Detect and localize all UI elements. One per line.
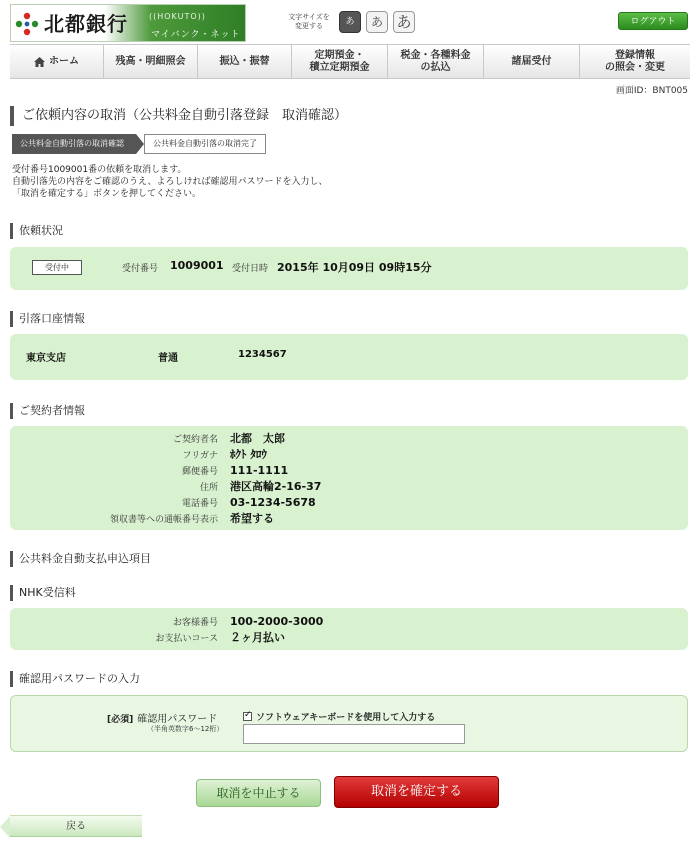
password-input[interactable] bbox=[243, 724, 465, 744]
font-size-label-line2: 変更する bbox=[295, 22, 323, 30]
password-hint: （半角英数字6～12桁） bbox=[147, 725, 224, 733]
nav-item-registration[interactable] bbox=[580, 45, 690, 78]
intro-line: 自動引落先の内容をご確認のうえ、よろしければ確認用パスワードを入力し、 bbox=[12, 177, 328, 187]
contractor-value: 111-1111 bbox=[230, 463, 289, 477]
nav-item-balance[interactable] bbox=[104, 45, 198, 78]
nav-item-label: 積立定期預金 bbox=[309, 61, 370, 73]
software-keyboard-label: ソフトウェアキーボードを使用して入力する bbox=[256, 713, 436, 723]
contractor-value: 希望する bbox=[230, 512, 274, 525]
font-size-large-button[interactable]: あ bbox=[393, 11, 415, 33]
global-nav bbox=[10, 44, 690, 79]
nav-item-time-deposit[interactable] bbox=[292, 45, 388, 78]
bank-roman-name: ((HOKUTO)) bbox=[149, 12, 206, 21]
intro-line: 「取消を確定する」ボタンを押してください。 bbox=[12, 189, 202, 199]
font-size-label-line1: 文字サイズを bbox=[288, 13, 330, 21]
contractor-label: 領収書等への通帳番号表示 bbox=[109, 514, 218, 525]
back-button[interactable]: 戻る bbox=[10, 815, 142, 837]
step-indicator bbox=[12, 134, 266, 154]
account-section-heading: 引落口座情報 bbox=[10, 311, 85, 327]
contractor-row bbox=[10, 510, 688, 526]
receipt-date-label: 受付日時 bbox=[232, 264, 269, 274]
contractor-value: 北都 太郎 bbox=[230, 432, 285, 445]
application-value: ２ヶ月払い bbox=[230, 631, 285, 644]
nav-item-home[interactable] bbox=[10, 45, 104, 78]
application-label: お客様番号 bbox=[172, 617, 218, 628]
font-size-medium-button[interactable]: あ bbox=[366, 11, 388, 33]
application-section-heading: 公共料金自動支払申込項目 bbox=[10, 551, 151, 567]
contractor-value: 港区高輪2-16-37 bbox=[230, 480, 322, 493]
contractor-label: フリガナ bbox=[182, 450, 218, 461]
contractor-value: 03-1234-5678 bbox=[230, 495, 316, 509]
status-panel bbox=[10, 247, 688, 290]
receipt-date-value: 2015年 10月09日 09時15分 bbox=[277, 261, 432, 274]
application-rows bbox=[10, 613, 688, 645]
contractor-row bbox=[10, 494, 688, 510]
application-value: 100-2000-3000 bbox=[230, 614, 324, 628]
service-name: マイバンク・ネット bbox=[151, 30, 241, 40]
intro-line: 受付番号1009001番の依頼を取消します。 bbox=[12, 165, 187, 175]
receipt-number-value: 1009001 bbox=[170, 259, 224, 272]
step-next: 公共料金自動引落の取消完了 bbox=[144, 134, 266, 154]
home-icon bbox=[34, 57, 45, 67]
status-section-heading: 依頼状況 bbox=[10, 223, 63, 239]
header bbox=[0, 0, 700, 44]
contractor-row bbox=[10, 462, 688, 478]
receipt-number-label: 受付番号 bbox=[122, 264, 159, 274]
password-panel bbox=[10, 695, 688, 752]
bank-name: 北都銀行 bbox=[44, 12, 128, 36]
contractor-rows bbox=[10, 430, 688, 526]
nav-item-label: 諸届受付 bbox=[511, 55, 552, 67]
contractor-row bbox=[10, 478, 688, 494]
application-sub-heading: NHK受信料 bbox=[10, 585, 76, 601]
password-label-text: 確認用パスワード bbox=[137, 714, 218, 725]
application-row bbox=[10, 629, 688, 645]
account-number: 1234567 bbox=[238, 349, 287, 360]
nav-item-label: 定期預金・ bbox=[314, 49, 365, 61]
intro-text bbox=[12, 164, 328, 200]
application-label: お支払いコース bbox=[155, 633, 218, 644]
nav-item-tax-payment[interactable] bbox=[388, 45, 484, 78]
bank-logo-mark-icon bbox=[14, 11, 40, 37]
contractor-label: 郵便番号 bbox=[181, 466, 218, 477]
nav-item-label: 登録情報 bbox=[615, 49, 655, 61]
logout-button[interactable]: ログアウト bbox=[618, 12, 688, 30]
step-current: 公共料金自動引落の取消確認 bbox=[12, 134, 136, 154]
contractor-label: 住所 bbox=[199, 482, 218, 493]
contractor-label: 電話番号 bbox=[181, 498, 218, 509]
application-panel bbox=[10, 608, 688, 650]
nav-item-notifications[interactable] bbox=[484, 45, 580, 78]
status-badge: 受付中 bbox=[32, 260, 82, 275]
contractor-label: ご契約者名 bbox=[172, 434, 218, 445]
contractor-value: ﾎｸﾄ ﾀﾛｳ bbox=[230, 448, 267, 461]
nav-item-transfer[interactable] bbox=[198, 45, 292, 78]
bank-logo[interactable] bbox=[10, 4, 246, 42]
confirm-cancel-button[interactable]: 取消を確定する bbox=[334, 776, 499, 808]
checkbox-checked-icon[interactable] bbox=[243, 712, 252, 721]
software-keyboard-checkbox[interactable] bbox=[243, 710, 435, 723]
nav-item-label: 税金・各種料金 bbox=[400, 49, 471, 61]
font-size-label bbox=[285, 13, 333, 31]
nav-item-label: ホーム bbox=[49, 55, 79, 67]
contractor-row bbox=[10, 446, 688, 462]
nav-item-label: の払込 bbox=[420, 61, 451, 73]
page-title: ご依頼内容の取消（公共料金自動引落登録 取消確認） bbox=[10, 106, 347, 126]
nav-item-label: 残高・明細照会 bbox=[115, 55, 186, 67]
contractor-row bbox=[10, 430, 688, 446]
account-type: 普通 bbox=[158, 353, 178, 364]
contractor-section-heading: ご契約者情報 bbox=[10, 403, 85, 419]
screen-id: 画面ID：BNT005 bbox=[615, 86, 688, 96]
nav-item-label: の照会・変更 bbox=[605, 61, 665, 73]
password-label bbox=[107, 710, 217, 725]
cancel-abort-button[interactable]: 取消を中止する bbox=[196, 779, 321, 807]
password-section-heading: 確認用パスワードの入力 bbox=[10, 671, 140, 687]
nav-item-label: 振込・振替 bbox=[219, 55, 270, 67]
account-panel bbox=[10, 334, 688, 380]
font-size-small-button[interactable]: あ bbox=[339, 11, 361, 33]
account-branch: 東京支店 bbox=[26, 353, 66, 364]
required-mark: [必須] bbox=[107, 715, 134, 725]
application-row bbox=[10, 613, 688, 629]
contractor-panel bbox=[10, 426, 688, 530]
